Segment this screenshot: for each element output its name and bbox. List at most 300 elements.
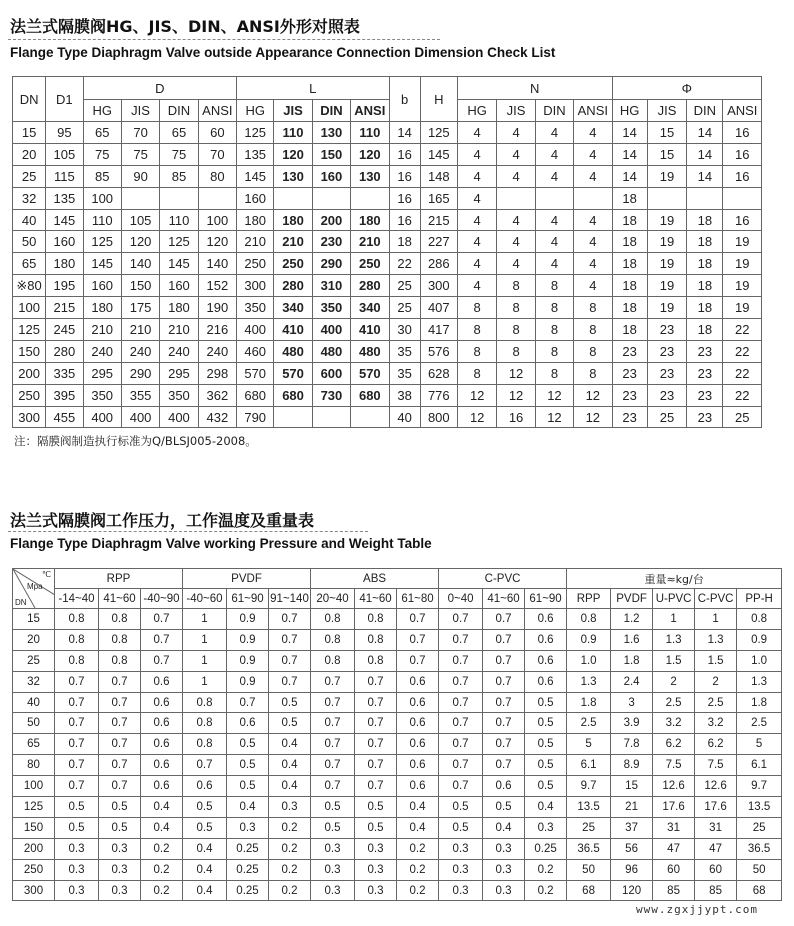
table-row bbox=[13, 734, 782, 755]
table-cell: 0.6 bbox=[525, 650, 567, 671]
table-cell: 60 bbox=[695, 859, 737, 880]
table-cell: 0.5 bbox=[439, 797, 483, 818]
table-row bbox=[13, 755, 782, 776]
table-cell: 395 bbox=[46, 384, 83, 406]
dn-cell: 300 bbox=[13, 406, 46, 428]
table-cell: 15 bbox=[647, 143, 686, 165]
table-row bbox=[13, 880, 782, 901]
table-cell: 19 bbox=[647, 297, 686, 319]
dn-cell: 15 bbox=[13, 122, 46, 144]
table-cell: 75 bbox=[121, 143, 159, 165]
table-cell: 0.5 bbox=[311, 817, 355, 838]
table-cell: 18 bbox=[389, 231, 420, 253]
table-cell: 1 bbox=[183, 629, 227, 650]
table-cell: 245 bbox=[46, 319, 83, 341]
table-cell: 23 bbox=[647, 340, 686, 362]
table-cell: 0.7 bbox=[439, 713, 483, 734]
table-cell: 480 bbox=[274, 340, 312, 362]
table-row bbox=[13, 384, 762, 406]
table-cell: 0.7 bbox=[99, 713, 141, 734]
table-cell: 15 bbox=[647, 122, 686, 144]
table-cell: 0.3 bbox=[311, 859, 355, 880]
table-cell: 160 bbox=[160, 275, 198, 297]
table-cell: 0.6 bbox=[525, 609, 567, 630]
subheader-cell: PVDF bbox=[611, 589, 653, 609]
table-cell: 227 bbox=[420, 231, 457, 253]
table-cell: 0.7 bbox=[311, 755, 355, 776]
table-cell: 6.1 bbox=[737, 755, 782, 776]
subheader-cell: -14~40 bbox=[55, 589, 99, 609]
table-cell: 8 bbox=[574, 297, 612, 319]
table-cell: 1.3 bbox=[653, 629, 695, 650]
subheader-cell: 91~140 bbox=[269, 589, 311, 609]
table-cell: 8 bbox=[574, 362, 612, 384]
table-cell: 480 bbox=[351, 340, 389, 362]
table-cell: 210 bbox=[274, 231, 312, 253]
table-cell: 16 bbox=[389, 143, 420, 165]
table-cell: 1 bbox=[183, 650, 227, 671]
table-cell: 19 bbox=[723, 297, 762, 319]
subheader-cell: RPP bbox=[567, 589, 611, 609]
table-cell: 125 bbox=[83, 231, 121, 253]
table-cell bbox=[535, 187, 573, 209]
table-cell: 0.3 bbox=[99, 880, 141, 901]
table-cell: 23 bbox=[687, 384, 723, 406]
table-cell: 310 bbox=[312, 275, 350, 297]
table-cell: 180 bbox=[237, 209, 274, 231]
table-cell: 160 bbox=[83, 275, 121, 297]
table-cell: 0.8 bbox=[183, 713, 227, 734]
corner-dn-label: DN bbox=[15, 598, 27, 607]
table-cell: 130 bbox=[274, 165, 312, 187]
table-cell: 125 bbox=[160, 231, 198, 253]
table-cell: 14 bbox=[687, 165, 723, 187]
table-cell: 68 bbox=[737, 880, 782, 901]
subheader-phi-din: DIN bbox=[687, 100, 723, 122]
table-row bbox=[13, 776, 782, 797]
table-cell: 0.8 bbox=[355, 609, 397, 630]
table-cell: 8 bbox=[535, 297, 573, 319]
table-cell: 0.2 bbox=[269, 838, 311, 859]
table-cell: 1 bbox=[183, 671, 227, 692]
table-cell: 1.6 bbox=[611, 629, 653, 650]
table-cell: 0.8 bbox=[311, 609, 355, 630]
table-cell: 0.2 bbox=[525, 859, 567, 880]
table-cell: 130 bbox=[312, 122, 350, 144]
table-cell: 0.3 bbox=[311, 838, 355, 859]
table-cell: 0.8 bbox=[55, 629, 99, 650]
dn-cell: 40 bbox=[13, 692, 55, 713]
table-cell: 3.2 bbox=[653, 713, 695, 734]
header-b: b bbox=[389, 77, 420, 122]
dn-cell: 150 bbox=[13, 817, 55, 838]
table-cell: 1.3 bbox=[737, 671, 782, 692]
table-cell: 23 bbox=[647, 362, 686, 384]
table-cell: 0.3 bbox=[311, 880, 355, 901]
table-row bbox=[13, 187, 762, 209]
table-cell: 400 bbox=[312, 319, 350, 341]
table-cell: 25 bbox=[567, 817, 611, 838]
table-cell: 0.5 bbox=[99, 817, 141, 838]
table-cell: 0.9 bbox=[227, 671, 269, 692]
table-cell: 0.7 bbox=[55, 713, 99, 734]
table-cell: 8 bbox=[535, 275, 573, 297]
table-cell: 130 bbox=[351, 165, 389, 187]
table-cell: 790 bbox=[237, 406, 274, 428]
group-weight: 重量≈kg/台 bbox=[567, 569, 782, 589]
table-cell: 240 bbox=[198, 340, 236, 362]
table-cell: 18 bbox=[687, 319, 723, 341]
table-cell: 0.8 bbox=[183, 734, 227, 755]
table-cell: 0.7 bbox=[397, 609, 439, 630]
table-cell: 56 bbox=[611, 838, 653, 859]
table-cell: 400 bbox=[121, 406, 159, 428]
table-cell: 0.9 bbox=[737, 629, 782, 650]
table-cell: 148 bbox=[420, 165, 457, 187]
table-cell: 16 bbox=[723, 165, 762, 187]
table-cell: 570 bbox=[274, 362, 312, 384]
table-cell: 19 bbox=[723, 253, 762, 275]
table-cell: 0.7 bbox=[355, 776, 397, 797]
dn-cell: 80 bbox=[13, 755, 55, 776]
table-cell: 0.6 bbox=[525, 671, 567, 692]
table-cell: 25 bbox=[647, 406, 686, 428]
table-cell: 0.5 bbox=[183, 797, 227, 818]
subheader-cell: 41~60 bbox=[355, 589, 397, 609]
table-cell: 1.8 bbox=[567, 692, 611, 713]
pressure-weight-table bbox=[12, 568, 782, 901]
table-cell: 0.7 bbox=[269, 650, 311, 671]
table-cell: 85 bbox=[160, 165, 198, 187]
table-cell: 19 bbox=[647, 209, 686, 231]
table-cell: 165 bbox=[420, 187, 457, 209]
subheader-cell: 61~90 bbox=[227, 589, 269, 609]
table-cell: 120 bbox=[351, 143, 389, 165]
table-cell: 0.25 bbox=[227, 838, 269, 859]
table-cell: 0.8 bbox=[311, 650, 355, 671]
table-cell: 18 bbox=[612, 319, 647, 341]
table-cell: 0.8 bbox=[55, 609, 99, 630]
table-cell: 5 bbox=[567, 734, 611, 755]
table-cell: 240 bbox=[83, 340, 121, 362]
table-cell: 140 bbox=[198, 253, 236, 275]
table-cell: 0.6 bbox=[397, 755, 439, 776]
table-cell: 0.7 bbox=[483, 692, 525, 713]
table-cell: 0.7 bbox=[439, 692, 483, 713]
table-cell: 8 bbox=[535, 319, 573, 341]
table-cell: 47 bbox=[695, 838, 737, 859]
table-cell: 85 bbox=[653, 880, 695, 901]
table-cell: 160 bbox=[237, 187, 274, 209]
table-cell: 36.5 bbox=[567, 838, 611, 859]
table-row bbox=[13, 838, 782, 859]
table-cell: 0.7 bbox=[99, 692, 141, 713]
table-cell: 4 bbox=[457, 253, 496, 275]
table-cell: 0.7 bbox=[439, 609, 483, 630]
table-cell: 13.5 bbox=[567, 797, 611, 818]
table-cell: 8.9 bbox=[611, 755, 653, 776]
dn-cell: 125 bbox=[13, 797, 55, 818]
table-cell: 0.4 bbox=[183, 859, 227, 880]
table-cell: 0.5 bbox=[227, 776, 269, 797]
table-cell bbox=[351, 406, 389, 428]
table-cell: 0.2 bbox=[269, 817, 311, 838]
table-cell: 400 bbox=[237, 319, 274, 341]
table-cell: 14 bbox=[612, 165, 647, 187]
table-cell: 36.5 bbox=[737, 838, 782, 859]
table-cell: 0.3 bbox=[355, 880, 397, 901]
table-cell: 730 bbox=[312, 384, 350, 406]
table-cell: 175 bbox=[121, 297, 159, 319]
table-cell: 180 bbox=[46, 253, 83, 275]
table-cell: 4 bbox=[497, 209, 535, 231]
table-cell: 0.2 bbox=[397, 838, 439, 859]
section1-title-rule bbox=[8, 39, 440, 40]
table-cell: 350 bbox=[237, 297, 274, 319]
table-cell: 180 bbox=[83, 297, 121, 319]
table-cell: 100 bbox=[83, 187, 121, 209]
table-cell: 12 bbox=[535, 406, 573, 428]
table-cell: 0.5 bbox=[355, 817, 397, 838]
table-cell: 455 bbox=[46, 406, 83, 428]
table-cell: 0.4 bbox=[141, 817, 183, 838]
table-cell: 0.7 bbox=[483, 671, 525, 692]
table-cell: 14 bbox=[687, 143, 723, 165]
table-cell: 0.7 bbox=[311, 776, 355, 797]
table-cell: 362 bbox=[198, 384, 236, 406]
table-cell: 16 bbox=[389, 187, 420, 209]
table-cell: 1 bbox=[653, 609, 695, 630]
table-cell: 110 bbox=[160, 209, 198, 231]
table-cell: 210 bbox=[121, 319, 159, 341]
table-cell: 8 bbox=[457, 319, 496, 341]
table-cell: 18 bbox=[687, 275, 723, 297]
table-cell bbox=[274, 406, 312, 428]
subheader-d-hg: HG bbox=[83, 100, 121, 122]
subheader-l-ansi: ANSI bbox=[351, 100, 389, 122]
table-cell: 0.6 bbox=[525, 629, 567, 650]
dn-cell: 20 bbox=[13, 629, 55, 650]
table-row bbox=[13, 817, 782, 838]
table-cell: 340 bbox=[274, 297, 312, 319]
table-cell: 0.5 bbox=[525, 713, 567, 734]
table-cell: 95 bbox=[46, 122, 83, 144]
table-cell: 1.5 bbox=[695, 650, 737, 671]
table-cell: 240 bbox=[160, 340, 198, 362]
table-cell: 22 bbox=[723, 319, 762, 341]
table-cell: 160 bbox=[46, 231, 83, 253]
header-d: D bbox=[83, 77, 237, 100]
dn-cell: 65 bbox=[13, 253, 46, 275]
table-cell: 16 bbox=[723, 122, 762, 144]
table-row bbox=[13, 340, 762, 362]
table-cell: 125 bbox=[420, 122, 457, 144]
table-cell: 4 bbox=[497, 253, 535, 275]
subheader-cell: 61~80 bbox=[397, 589, 439, 609]
subheader-cell: 61~90 bbox=[525, 589, 567, 609]
table-cell: 4 bbox=[457, 122, 496, 144]
table-cell: 0.3 bbox=[355, 838, 397, 859]
table-cell: 1.3 bbox=[695, 629, 737, 650]
table-cell: 0.7 bbox=[311, 671, 355, 692]
table-cell: 12.6 bbox=[695, 776, 737, 797]
table-cell: 18 bbox=[612, 209, 647, 231]
table-cell: 17.6 bbox=[653, 797, 695, 818]
header-n: N bbox=[457, 77, 612, 100]
table-cell: 40 bbox=[389, 406, 420, 428]
table-cell: 1 bbox=[695, 609, 737, 630]
table-cell: 110 bbox=[351, 122, 389, 144]
table-cell: 2 bbox=[695, 671, 737, 692]
table-cell: 0.8 bbox=[55, 650, 99, 671]
table-cell: 25 bbox=[389, 297, 420, 319]
table-cell: 75 bbox=[83, 143, 121, 165]
table-cell: 628 bbox=[420, 362, 457, 384]
table-row bbox=[13, 629, 782, 650]
table-row bbox=[13, 797, 782, 818]
table-cell: 4 bbox=[535, 122, 573, 144]
table-cell: 50 bbox=[567, 859, 611, 880]
watermark: www.zgxjjypt.com bbox=[636, 903, 758, 916]
table-cell: 23 bbox=[647, 319, 686, 341]
table-cell: 0.2 bbox=[525, 880, 567, 901]
pressure-weight-table-body bbox=[13, 609, 782, 901]
table-cell bbox=[647, 187, 686, 209]
dimension-table bbox=[12, 76, 762, 428]
table-cell: 410 bbox=[274, 319, 312, 341]
table-cell: 0.8 bbox=[99, 629, 141, 650]
table-cell: 14 bbox=[612, 143, 647, 165]
table-cell: 38 bbox=[389, 384, 420, 406]
table-cell: 0.6 bbox=[227, 713, 269, 734]
table-cell: 0.7 bbox=[269, 671, 311, 692]
table-cell: 570 bbox=[237, 362, 274, 384]
dn-cell: 32 bbox=[13, 671, 55, 692]
table-cell: 145 bbox=[420, 143, 457, 165]
table-cell: 0.8 bbox=[311, 629, 355, 650]
subheader-n-din: DIN bbox=[535, 100, 573, 122]
table-row bbox=[13, 671, 782, 692]
table-cell: 4 bbox=[574, 122, 612, 144]
header-d1: D1 bbox=[46, 77, 83, 122]
table-cell: 18 bbox=[687, 209, 723, 231]
subheader-cell: 41~60 bbox=[99, 589, 141, 609]
table-cell: 3 bbox=[611, 692, 653, 713]
dn-cell: 40 bbox=[13, 209, 46, 231]
table-cell: 0.4 bbox=[525, 797, 567, 818]
table-cell: 0.5 bbox=[269, 713, 311, 734]
table-cell: 35 bbox=[389, 340, 420, 362]
table-cell: 0.7 bbox=[55, 755, 99, 776]
table-cell: 31 bbox=[695, 817, 737, 838]
table-cell: 0.7 bbox=[311, 692, 355, 713]
table-cell: 0.7 bbox=[311, 713, 355, 734]
table-cell: 298 bbox=[198, 362, 236, 384]
table-cell: 18 bbox=[687, 253, 723, 275]
table-cell: 0.6 bbox=[141, 755, 183, 776]
table-cell: 340 bbox=[351, 297, 389, 319]
table-cell: 7.5 bbox=[695, 755, 737, 776]
table-cell: 23 bbox=[612, 384, 647, 406]
table-cell: 250 bbox=[351, 253, 389, 275]
table-cell: 180 bbox=[351, 209, 389, 231]
subheader-cell: 41~60 bbox=[483, 589, 525, 609]
table-cell: 0.5 bbox=[355, 797, 397, 818]
table-cell: 195 bbox=[46, 275, 83, 297]
table-cell bbox=[312, 406, 350, 428]
table-cell: 19 bbox=[647, 165, 686, 187]
table-cell: 0.6 bbox=[141, 692, 183, 713]
table-cell: 16 bbox=[497, 406, 535, 428]
table-cell: 576 bbox=[420, 340, 457, 362]
dn-cell: 250 bbox=[13, 859, 55, 880]
subheader-cell: -40~90 bbox=[141, 589, 183, 609]
table-cell: 17.6 bbox=[695, 797, 737, 818]
table-cell: 0.7 bbox=[99, 776, 141, 797]
section2-title-en: Flange Type Diaphragm Valve working Pressure and Weight Table bbox=[10, 536, 432, 551]
table-cell: 37 bbox=[611, 817, 653, 838]
table-cell: 0.4 bbox=[397, 817, 439, 838]
table-cell: 4 bbox=[574, 231, 612, 253]
header-l: L bbox=[237, 77, 390, 100]
table-cell: 4 bbox=[457, 209, 496, 231]
subheader-d-jis: JIS bbox=[121, 100, 159, 122]
table-cell: 145 bbox=[160, 253, 198, 275]
standard-note: 注：隔膜阀制造执行标准为Q/BLSJ005-2008。 bbox=[14, 434, 257, 448]
table-cell: 0.3 bbox=[439, 838, 483, 859]
table-cell bbox=[687, 187, 723, 209]
table-cell: 23 bbox=[612, 406, 647, 428]
table-cell: 145 bbox=[237, 165, 274, 187]
table-cell: 300 bbox=[420, 275, 457, 297]
table-cell: 1.8 bbox=[611, 650, 653, 671]
table-cell: 0.2 bbox=[269, 880, 311, 901]
table-cell: 35 bbox=[389, 362, 420, 384]
table-cell: 4 bbox=[457, 143, 496, 165]
table-cell: 12 bbox=[535, 384, 573, 406]
table-cell: 16 bbox=[389, 209, 420, 231]
table-cell: 16 bbox=[389, 165, 420, 187]
table-cell: 0.7 bbox=[55, 671, 99, 692]
table-cell: 460 bbox=[237, 340, 274, 362]
table-cell: 65 bbox=[83, 122, 121, 144]
table-cell: 0.7 bbox=[439, 734, 483, 755]
dn-cell: 250 bbox=[13, 384, 46, 406]
table-row bbox=[13, 692, 782, 713]
table-cell: 0.7 bbox=[311, 734, 355, 755]
table-cell bbox=[497, 187, 535, 209]
table-cell: 30 bbox=[389, 319, 420, 341]
table-row bbox=[13, 275, 762, 297]
table-cell bbox=[274, 187, 312, 209]
group-abs: ABS bbox=[311, 569, 439, 589]
table-cell: 0.7 bbox=[99, 755, 141, 776]
table-cell: 215 bbox=[420, 209, 457, 231]
table-cell: 0.6 bbox=[141, 671, 183, 692]
table-cell: 407 bbox=[420, 297, 457, 319]
table-cell: 60 bbox=[198, 122, 236, 144]
table-cell: 0.7 bbox=[439, 629, 483, 650]
table-cell: 85 bbox=[83, 165, 121, 187]
table-cell: 4 bbox=[574, 143, 612, 165]
subheader-d-din: DIN bbox=[160, 100, 198, 122]
table-cell: 0.7 bbox=[99, 671, 141, 692]
group-cpvc: C-PVC bbox=[439, 569, 567, 589]
subheader-l-din: DIN bbox=[312, 100, 350, 122]
table-cell: 200 bbox=[312, 209, 350, 231]
table-cell: 0.6 bbox=[183, 776, 227, 797]
table-cell bbox=[723, 187, 762, 209]
